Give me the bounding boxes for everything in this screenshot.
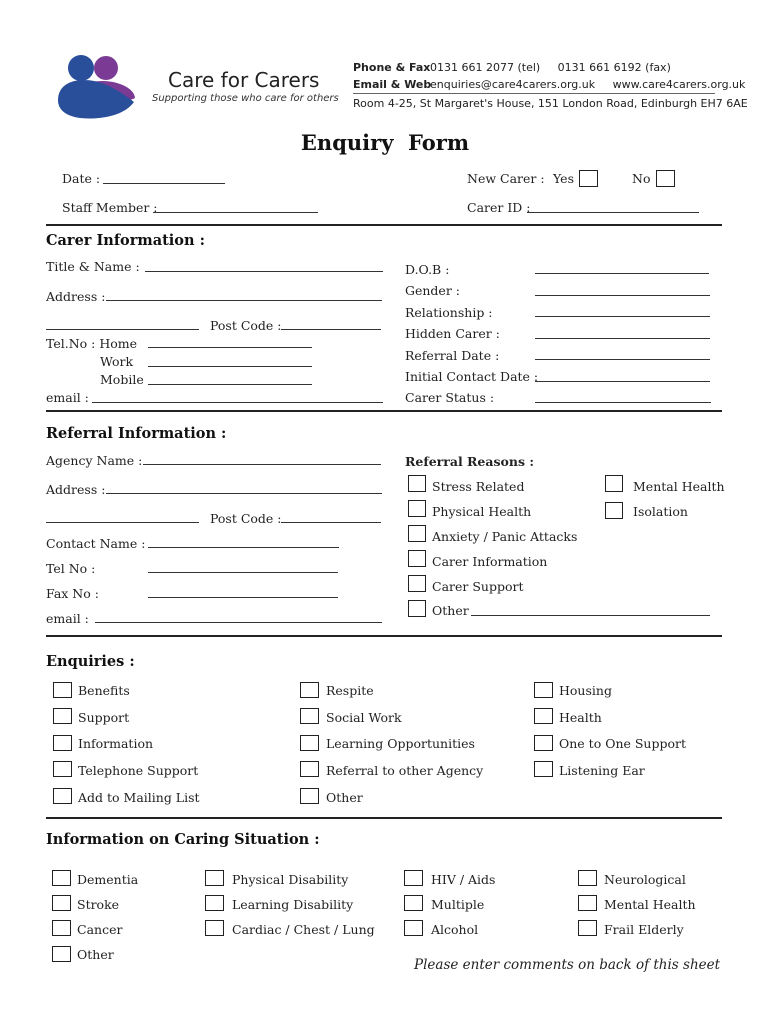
carer-information-checkbox[interactable]	[408, 550, 426, 567]
cancer-checkbox[interactable]	[52, 920, 71, 936]
anxiety-checkbox[interactable]	[408, 525, 426, 542]
cancer-label: Cancer	[77, 922, 123, 937]
tel-work-label: Work	[100, 354, 134, 369]
staff-member-label: Staff Member :	[62, 200, 158, 215]
carer-support-checkbox[interactable]	[408, 575, 426, 592]
footer-note: Please enter comments on back of this sheet	[414, 957, 721, 973]
date-label: Date :	[62, 171, 101, 186]
referral-email-field[interactable]	[95, 622, 382, 623]
org-tagline: Supporting those who care for others	[152, 93, 339, 104]
carer-post-code-label: Post Code :	[210, 318, 282, 333]
referral-post-code-field[interactable]	[281, 522, 381, 523]
respite-checkbox[interactable]	[300, 682, 319, 698]
referral-tel-label: Tel No :	[46, 561, 96, 576]
stress-related-checkbox[interactable]	[408, 475, 426, 492]
neurological-checkbox[interactable]	[578, 870, 597, 886]
physical-disability-label: Physical Disability	[232, 872, 349, 887]
benefits-checkbox[interactable]	[53, 682, 72, 698]
referral-address-field-2[interactable]	[46, 522, 199, 523]
contact-name-label: Contact Name :	[46, 536, 146, 551]
gender-label: Gender :	[405, 283, 460, 298]
initial-contact-date-field[interactable]	[535, 381, 710, 382]
dementia-checkbox[interactable]	[52, 870, 71, 886]
learning-disability-checkbox[interactable]	[205, 895, 224, 911]
form-title: Enquiry Form	[300, 130, 470, 155]
referral-other-label: Other	[432, 603, 469, 618]
referral-post-code-label: Post Code :	[210, 511, 282, 526]
frail-elderly-label: Frail Elderly	[604, 922, 684, 937]
referral-date-field[interactable]	[535, 359, 710, 360]
stroke-checkbox[interactable]	[52, 895, 71, 911]
tel-home-label: Tel.No : Home	[46, 336, 138, 351]
mental-health-reason-label: Mental Health	[633, 479, 725, 494]
social-work-checkbox[interactable]	[300, 708, 319, 724]
phone-value: 0131 661 2077 (tel) 0131 661 6192 (fax)	[430, 61, 671, 74]
enquiries-other-checkbox[interactable]	[300, 788, 319, 804]
caring-situation-heading: Information on Caring Situation :	[46, 831, 320, 848]
mental-health-situation-label: Mental Health	[604, 897, 696, 912]
referral-date-label: Referral Date :	[405, 348, 500, 363]
dementia-label: Dementia	[77, 872, 139, 887]
referral-fax-field[interactable]	[148, 597, 338, 598]
cardiac-checkbox[interactable]	[205, 920, 224, 936]
carer-status-label: Carer Status :	[405, 390, 495, 405]
listening-ear-label: Listening Ear	[559, 763, 645, 778]
referral-tel-field[interactable]	[148, 572, 338, 573]
physical-health-checkbox[interactable]	[408, 500, 426, 517]
housing-checkbox[interactable]	[534, 682, 553, 698]
agency-name-label: Agency Name :	[46, 453, 143, 468]
learning-disability-label: Learning Disability	[232, 897, 354, 912]
tel-mobile-field[interactable]	[148, 384, 312, 385]
information-label: Information	[78, 736, 154, 751]
no-label: No	[632, 171, 651, 186]
physical-health-label: Physical Health	[432, 504, 532, 519]
referral-email-label: email :	[46, 611, 89, 626]
carer-information-label: Carer Information	[432, 554, 548, 569]
carer-post-code-field[interactable]	[281, 329, 381, 330]
header-address: Room 4-25, St Margaret's House, 151 London Road, Edinburgh EH7 6AE	[353, 97, 748, 110]
telephone-support-label: Telephone Support	[78, 763, 199, 778]
title-name-field[interactable]	[145, 271, 383, 272]
email-value: enquiries@care4carers.org.uk www.care4carers.org.uk	[430, 78, 746, 91]
carer-info-heading: Carer Information :	[46, 232, 205, 249]
stroke-label: Stroke	[77, 897, 120, 912]
tel-work-field[interactable]	[148, 366, 312, 367]
tel-home-field[interactable]	[148, 347, 312, 348]
hidden-carer-label: Hidden Carer :	[405, 326, 500, 341]
caring-other-checkbox[interactable]	[52, 946, 71, 962]
new-carer-label: New Carer :	[467, 171, 545, 186]
tel-mobile-label: Mobile	[100, 372, 144, 387]
carer-status-field[interactable]	[535, 402, 711, 403]
multiple-label: Multiple	[431, 897, 485, 912]
cardiac-label: Cardiac / Chest / Lung	[232, 922, 375, 937]
new-carer-no-checkbox[interactable]	[656, 170, 675, 187]
staff-member-field[interactable]	[153, 212, 318, 213]
social-work-label: Social Work	[326, 710, 402, 725]
gender-field[interactable]	[535, 295, 710, 296]
respite-label: Respite	[326, 683, 374, 698]
carer-address-label: Address :	[46, 289, 106, 304]
carer-address-field-2[interactable]	[46, 329, 199, 330]
contact-name-field[interactable]	[148, 547, 339, 548]
neurological-label: Neurological	[604, 872, 686, 887]
health-checkbox[interactable]	[534, 708, 553, 724]
header-divider	[353, 93, 715, 94]
enquiries-heading: Enquiries :	[46, 653, 135, 670]
alcohol-checkbox[interactable]	[404, 920, 423, 936]
mental-health-reason-checkbox[interactable]	[605, 475, 623, 492]
support-label: Support	[78, 710, 130, 725]
email-label: Email & Web	[353, 78, 432, 91]
dob-label: D.O.B :	[405, 262, 450, 277]
relationship-label: Relationship :	[405, 305, 493, 320]
referral-other-agency-checkbox[interactable]	[300, 761, 319, 777]
referral-other-agency-label: Referral to other Agency	[326, 763, 484, 778]
multiple-checkbox[interactable]	[404, 895, 423, 911]
physical-disability-checkbox[interactable]	[205, 870, 224, 886]
relationship-field[interactable]	[535, 316, 710, 317]
referral-reasons-heading: Referral Reasons :	[405, 454, 534, 469]
carer-id-label: Carer ID :	[467, 200, 531, 215]
org-name: Care for Carers	[168, 68, 320, 92]
support-checkbox[interactable]	[53, 708, 72, 724]
carer-address-field[interactable]	[106, 300, 382, 301]
agency-name-field[interactable]	[143, 464, 381, 465]
mailing-list-checkbox[interactable]	[53, 788, 72, 804]
title-name-label: Title & Name :	[46, 259, 140, 274]
referral-other-field[interactable]	[471, 615, 710, 616]
health-label: Health	[559, 710, 602, 725]
phone-label: Phone & Fax	[353, 61, 431, 74]
mailing-list-label: Add to Mailing List	[78, 790, 200, 805]
caring-other-label: Other	[77, 947, 114, 962]
enquiries-other-label: Other	[326, 790, 363, 805]
isolation-checkbox[interactable]	[605, 502, 623, 519]
learning-opportunities-label: Learning Opportunities	[326, 736, 475, 751]
new-carer-yes-checkbox[interactable]	[579, 170, 598, 187]
referral-address-field[interactable]	[106, 493, 382, 494]
section-rule	[46, 635, 722, 637]
benefits-label: Benefits	[78, 683, 130, 698]
section-rule	[46, 817, 722, 819]
referral-fax-label: Fax No :	[46, 586, 99, 601]
referral-address-label: Address :	[46, 482, 106, 497]
telephone-support-checkbox[interactable]	[53, 761, 72, 777]
yes-label: Yes	[553, 171, 574, 186]
housing-label: Housing	[559, 683, 612, 698]
stress-related-label: Stress Related	[432, 479, 525, 494]
initial-contact-date-label: Initial Contact Date :	[405, 369, 539, 384]
carer-email-label: email :	[46, 390, 89, 405]
learning-opportunities-checkbox[interactable]	[300, 735, 319, 751]
one-to-one-support-checkbox[interactable]	[534, 735, 553, 751]
dob-field[interactable]	[535, 273, 709, 274]
carer-email-field[interactable]	[92, 402, 383, 403]
listening-ear-checkbox[interactable]	[534, 761, 553, 777]
referral-info-heading: Referral Information :	[46, 425, 227, 442]
mental-health-situation-checkbox[interactable]	[578, 895, 597, 911]
section-rule	[46, 224, 722, 226]
section-rule	[46, 410, 722, 412]
information-checkbox[interactable]	[53, 735, 72, 751]
isolation-label: Isolation	[633, 504, 688, 519]
referral-other-checkbox[interactable]	[408, 600, 426, 617]
one-to-one-support-label: One to One Support	[559, 736, 687, 751]
carer-support-label: Carer Support	[432, 579, 524, 594]
hiv-aids-label: HIV / Aids	[431, 872, 496, 887]
anxiety-label: Anxiety / Panic Attacks	[432, 529, 578, 544]
date-field[interactable]	[103, 183, 225, 184]
frail-elderly-checkbox[interactable]	[578, 920, 597, 936]
alcohol-label: Alcohol	[431, 922, 479, 937]
carer-id-field[interactable]	[527, 212, 699, 213]
care-for-carers-logo	[56, 52, 138, 120]
hidden-carer-field[interactable]	[535, 338, 710, 339]
hiv-aids-checkbox[interactable]	[404, 870, 423, 886]
